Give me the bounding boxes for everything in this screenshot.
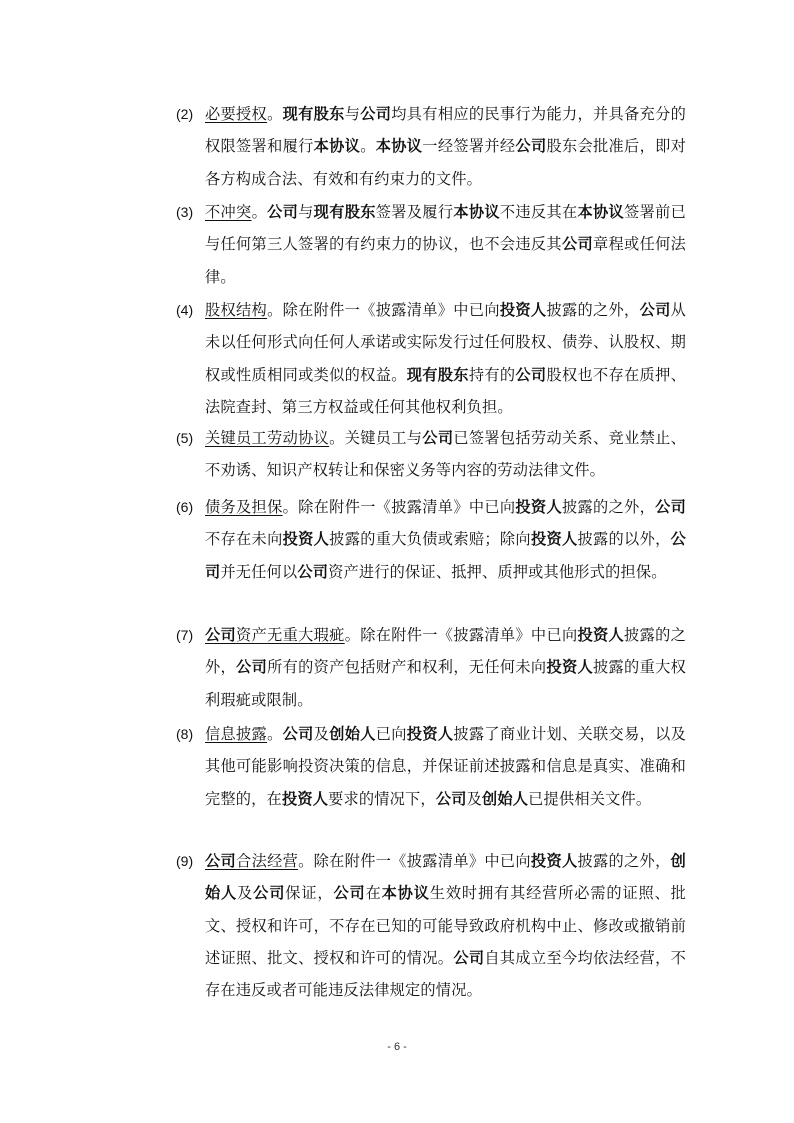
page-number: - 6 -: [387, 1041, 407, 1053]
clause-text-run: 章程或任何法律。: [205, 235, 687, 286]
clause-text-run: 。除在附件一《披露清单》中已向: [298, 852, 531, 870]
clause-2: [176, 98, 686, 195]
clause-heading: 必要授权: [205, 105, 268, 123]
defined-term: 公司: [333, 884, 366, 903]
clause-text: [205, 491, 686, 588]
clause-text-run: 一经签署并经: [422, 137, 516, 156]
clause-text-run: 签署及履行: [375, 203, 454, 221]
defined-term: 公司: [561, 235, 594, 254]
defined-term: 投资人: [282, 530, 330, 549]
defined-term: 本协议: [453, 203, 500, 221]
clause-number: (3): [176, 204, 194, 220]
clause-text-run: 生效时拥有其经营所必需的证照、批文、授权和许可，不存在已知的可能导致政府机构中止、修改或撤销前述证照、批文、授权和许可的情况。: [205, 884, 686, 967]
clause-text: [205, 422, 686, 487]
clause-text: [205, 718, 686, 815]
defined-term: 投资人: [546, 658, 594, 677]
clause-text-run: 不存在未向: [205, 530, 283, 549]
clause-text-run: 并无任何以: [220, 562, 298, 581]
clause-number: (7): [176, 627, 194, 643]
defined-term: 本协议: [381, 884, 430, 903]
clause-text-run: 披露的重大权利瑕疵或限制。: [205, 658, 686, 709]
clause-heading: 不冲突: [205, 203, 252, 221]
clause-4: [176, 294, 686, 423]
defined-term: 投资人: [530, 852, 578, 870]
clause-text: [205, 619, 686, 716]
clause-text-run: 披露的以外，: [577, 530, 671, 549]
clause-3: [176, 196, 686, 293]
clause-text-run: 披露的之外，: [577, 852, 671, 870]
clause-text-run: 及: [237, 884, 254, 903]
clause-text-run: 及: [313, 725, 330, 743]
defined-term: 现有股东: [313, 203, 376, 221]
clause-number: (6): [176, 499, 194, 515]
defined-term: 公司: [515, 137, 547, 156]
clause-text: [205, 196, 686, 293]
clause-text-run: 披露了商业计划、关联交易，以及其他可能影响投资决策的信息，并保证前述披露和信息是真实、准确和完整的，在: [205, 725, 687, 808]
clause-text-run: 所有的资产包括财产和权利，无任何未向: [267, 658, 547, 677]
clause-text-run: 资产进行的保证、抵押、质押或其他形式的担保。: [328, 562, 667, 581]
clause-text-run: 已签署包括劳动关系、竞业禁止、不劝诱、知识产权转让和保密义务等内容的劳动法律文件。: [205, 429, 687, 480]
clause-text-run: 保证，: [285, 884, 334, 903]
clause-text-run: 及: [466, 789, 482, 808]
clause-text-run: 从未以任何形式向任何人承诺或实际发行过任何股权、债券、认股权、期权或性质相同或类似的权益。: [205, 301, 686, 384]
clause-text-run: 已提供相关文件。: [528, 789, 652, 808]
clause-heading: 公司: [205, 626, 237, 644]
defined-term: 本协议: [375, 137, 423, 156]
defined-term: 现有股东: [406, 365, 469, 384]
defined-term: 公司: [297, 562, 329, 581]
clause-heading: 股权结构: [205, 301, 268, 319]
defined-term: 公司: [453, 948, 485, 967]
clause-number: (5): [176, 430, 194, 446]
defined-term: 公司: [360, 105, 392, 123]
clause-text-run: 签署前已与任何第三人签署的有约束力的协议，也不会违反其: [205, 203, 687, 254]
defined-term: 公司: [205, 530, 687, 581]
clause-heading: 信息披露: [205, 725, 268, 743]
clause-text-run: 。除在附件一《披露清单》中已向: [344, 626, 578, 644]
clause-text-run: 与: [344, 105, 361, 123]
clause-heading: 债务及担保: [205, 498, 283, 516]
defined-term: 投资人: [499, 301, 547, 319]
defined-term: 投资人: [406, 725, 454, 743]
defined-term: 公司: [236, 658, 268, 677]
defined-term: 创始人: [205, 852, 686, 903]
clause-heading: 公司: [205, 852, 237, 870]
clause-text-run: 。: [267, 105, 283, 123]
clause-8: [176, 718, 686, 815]
clause-text-run: 要求的情况下，: [328, 789, 436, 808]
defined-term: 公司: [422, 429, 454, 447]
clause-7: [176, 619, 686, 716]
clause-heading: 资产无重大瑕疵: [236, 626, 345, 644]
defined-term: 公司: [282, 725, 314, 743]
defined-term: 公司: [253, 884, 286, 903]
clause-text-run: 。除在附件一《披露清单》中已向: [282, 498, 516, 516]
clause-text-run: 披露的之外，: [546, 301, 640, 319]
clause-number: (4): [176, 302, 194, 318]
clause-text-run: 自其成立至今均依法经营，不存在违反或者可能违反法律规定的情况。: [205, 948, 687, 1000]
clause-heading: 关键员工劳动协议: [205, 429, 330, 447]
clause-number: (8): [176, 726, 194, 742]
clause-number: (9): [176, 853, 194, 869]
clause-text-run: 持有的: [468, 365, 516, 384]
defined-term: 创始人: [482, 789, 529, 808]
clause-text-run: 。关键员工与: [329, 429, 423, 447]
clause-heading: 合法经营: [236, 852, 299, 870]
clause-text-run: 。: [360, 137, 376, 156]
clause-text-run: 。: [251, 203, 268, 221]
clause-text-run: 。除在附件一《披露清单》中已向: [267, 301, 500, 319]
clause-number: (2): [176, 106, 194, 122]
clause-text-run: 披露的之外，: [561, 498, 656, 516]
defined-term: 公司: [515, 365, 547, 384]
defined-term: 创始人: [329, 725, 376, 743]
defined-term: 投资人: [281, 789, 329, 808]
clause-9: [176, 845, 686, 1006]
clause-text-run: 与: [298, 203, 314, 221]
clause-text: [205, 845, 686, 1006]
defined-term: 公司: [655, 498, 687, 516]
clause-text-run: 。: [267, 725, 283, 743]
defined-term: 公司: [267, 203, 299, 221]
clause-5: [176, 422, 686, 487]
clause-text: [205, 294, 686, 423]
defined-term: 公司: [435, 789, 467, 808]
clause-text-run: 已向: [375, 725, 407, 743]
defined-term: 投资人: [515, 498, 562, 516]
clause-6: [176, 491, 686, 588]
defined-term: 本协议: [577, 203, 625, 221]
clause-text-run: 股权也不存在质押、法院查封、第三方权益或任何其他权利负担。: [205, 365, 686, 416]
clause-text-run: 披露的重大负债或索赔；除向: [329, 530, 531, 549]
clause-text-run: 均具有相应的民事行为能力，并具备充分的权限签署和履行: [205, 105, 686, 156]
defined-term: 投资人: [530, 530, 578, 549]
clause-text-run: 不违反其在: [499, 203, 578, 221]
defined-term: 本协议: [313, 137, 361, 156]
clause-text-run: 股东会批准后，即对各方构成合法、有效和有约束力的文件。: [205, 137, 687, 188]
clause-text: [205, 98, 686, 195]
clause-text-run: 披露的之外，: [205, 626, 686, 677]
defined-term: 公司: [639, 301, 671, 319]
defined-term: 投资人: [577, 626, 625, 644]
clause-text-run: 在: [365, 884, 382, 903]
defined-term: 现有股东: [282, 105, 345, 123]
